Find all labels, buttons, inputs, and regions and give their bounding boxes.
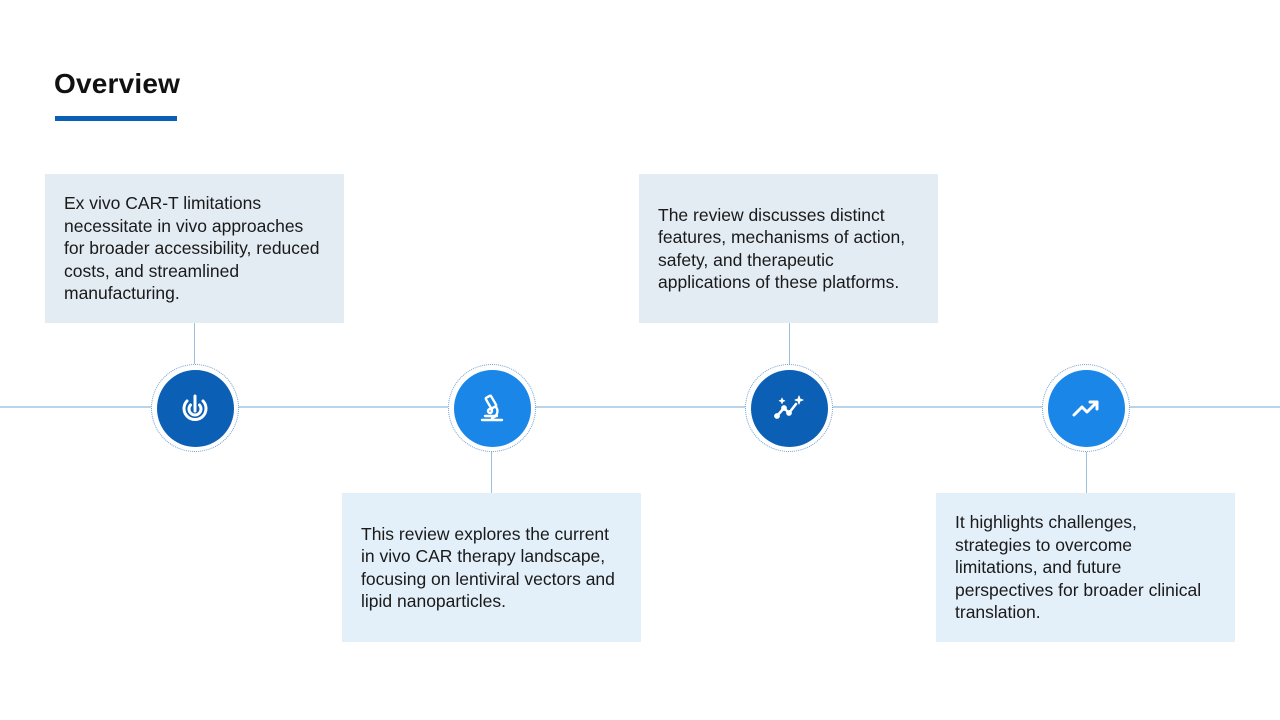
step-4-card: [936, 493, 1235, 642]
step-2-card: [342, 493, 641, 642]
target-signal-icon: [178, 391, 212, 425]
step-1-card: [45, 174, 344, 323]
step-3-connector: [789, 323, 790, 365]
step-1-node: [151, 364, 239, 452]
microscope-icon: [475, 391, 509, 425]
step-4-connector: [1086, 452, 1087, 493]
step-2-connector: [491, 452, 492, 493]
trending-up-icon: [1069, 391, 1103, 425]
step-1-connector: [194, 323, 195, 365]
step-4-text: It highlights challenges, strategies to overcome limitations, and future perspectives for broader clinical translation.: [955, 512, 1202, 623]
step-3-text: The review discusses distinct features, mechanisms of action, safety, and therapeutic applications of these platforms.: [658, 204, 906, 292]
page-title: Overview: [54, 68, 181, 99]
step-3-node: [745, 364, 833, 452]
step-4-node: [1042, 364, 1130, 452]
step-2-text: This review explores the current in vivo CAR therapy landscape, focusing on lentiviral vectors and lipid nanoparticles.: [361, 523, 615, 611]
step-3-card: [639, 174, 938, 323]
step-1-text: Ex vivo CAR-T limitations necessitate in vivo approaches for broader accessibility, reduced costs, and streamlined manufacturing.: [64, 193, 320, 304]
title-underline: [55, 116, 177, 121]
step-2-node: [448, 364, 536, 452]
sparkle-trend-icon: [772, 391, 806, 425]
